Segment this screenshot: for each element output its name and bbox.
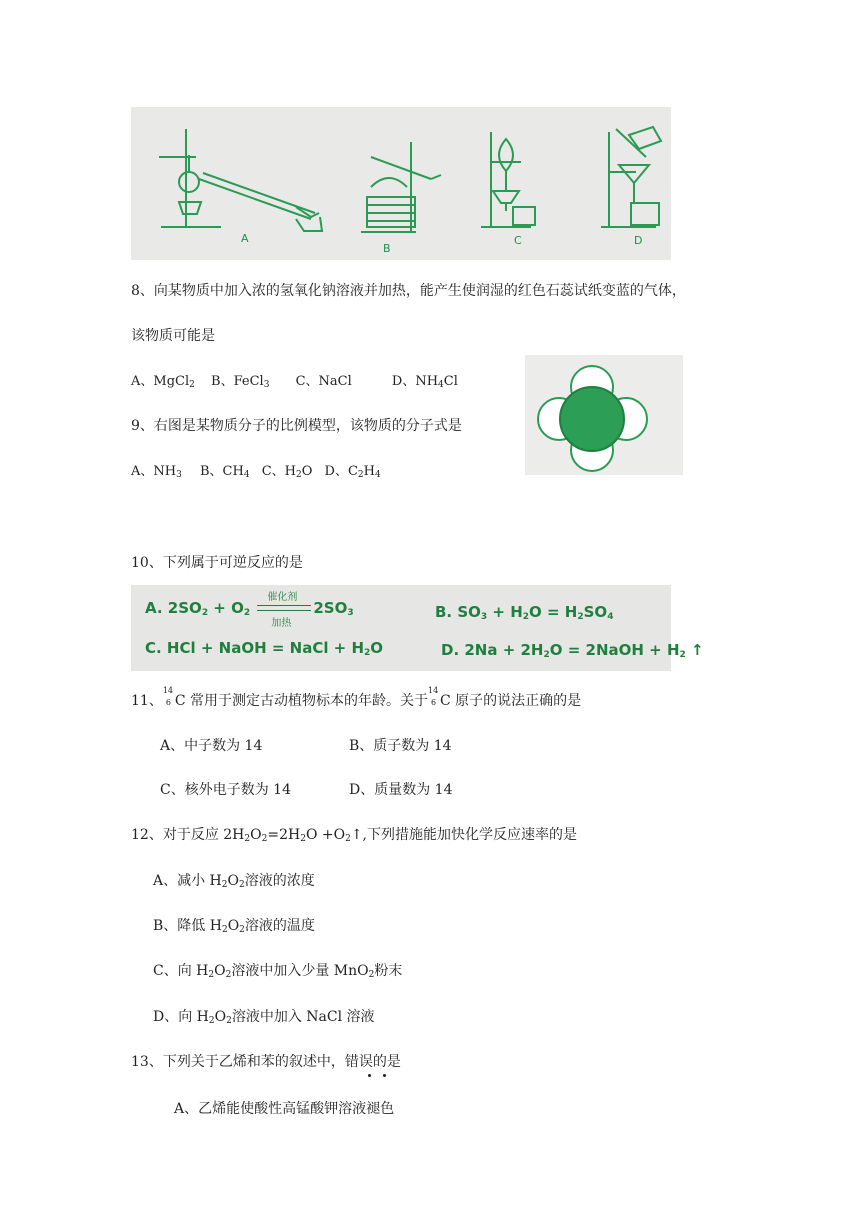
q8-line2: 该物质可能是 [131, 328, 215, 344]
q9-option-c: C、$H_2O$ [261, 464, 313, 480]
q11-nuclide-2: 14 6 [428, 686, 439, 707]
emphasis-dot-2 [383, 1074, 386, 1077]
q12-option-c: C、向 $H_2O_2$溶液中加入少量 MnO$_2$粉末 [153, 963, 403, 980]
q12-stem: 12、对于反应 $2H_2O_2=2H_2O$ $+O_2↑$,下列措施能加快化学反应速率的是 [131, 827, 577, 844]
emphasis-dot-1 [368, 1074, 371, 1077]
q9-option-d: D、$C_2H_4$ [324, 464, 381, 480]
q10-option-a: A. $2SO_2 + O_2$ 催化剂 加热 $2SO_3$ [145, 599, 354, 618]
q8-option-a: A、MgCl$_2$ [131, 374, 195, 390]
figure-label-b: B [383, 242, 391, 255]
q8-line1: 8、向某物质中加入浓的氢氧化钠溶液并加热，能产生使润湿的红色石蕊试纸变蓝的气体， [131, 283, 686, 299]
q13-option-a: A、乙烯能使酸性高锰酸钾溶液褪色 [174, 1101, 395, 1117]
q13-stem: 13、下列关于乙烯和苯的叙述中，错误的是 [131, 1054, 401, 1070]
q8-option-b: B、FeCl$_3$ [211, 374, 270, 390]
q10-stem: 10、下列属于可逆反应的是 [131, 555, 303, 571]
apparatus-drawing [131, 107, 671, 260]
q8-options [131, 370, 458, 390]
q11-stem: 11、 14 6 C 常用于测定古动植物标本的年龄。关于 14 6 C 原子的说法正确的是 [131, 686, 582, 709]
figure-label-a: A [241, 232, 249, 245]
q11-option-c: C、核外电子数为 14 [160, 782, 291, 798]
q11-option-a: A、中子数为 14 [160, 738, 263, 754]
q10-option-b: B. $SO_3 + H_2O = H_2SO_4$ [435, 603, 614, 622]
q12-option-a: A、减小 $H_2O_2$溶液的浓度 [153, 873, 315, 890]
apparatus-figure [131, 107, 671, 260]
q9-option-a: A、$NH_3$ [131, 464, 182, 480]
q9-option-b: B、$CH_4$ [199, 464, 250, 480]
q10-equations-figure [131, 585, 704, 671]
q11-nuclide-1: 14 6 [162, 686, 174, 707]
q10-option-c: C. HCl + NaOH = NaCl + $H_2O$ [145, 639, 384, 658]
molecule-model-drawing [525, 355, 683, 475]
q9-stem: 9、右图是某物质分子的比例模型，该物质的分子式是 [131, 418, 462, 434]
q12-option-d: D、向 $H_2O_2$溶液中加入 NaCl 溶液 [153, 1009, 375, 1026]
q9-options [131, 460, 381, 480]
q12-option-b: B、降低 $H_2O_2$溶液的温度 [153, 918, 315, 935]
figure-label-d: D [634, 234, 643, 247]
q11-option-d: D、质量数为 14 [349, 782, 453, 798]
q10-catalyst-label: 催化剂 [267, 591, 298, 603]
q8-option-c: C、NaCl [295, 374, 352, 389]
molecule-model-figure [525, 355, 683, 475]
q10-heat-label: 加热 [271, 617, 292, 629]
q11-option-b: B、质子数为 14 [349, 738, 452, 754]
q10-option-d: D. $2Na + 2H_2O$ = 2NaOH + $H_2$ ↑ [441, 641, 704, 660]
q8-option-d: D、$NH_4Cl$ [391, 374, 458, 390]
figure-label-c: C [514, 234, 522, 247]
